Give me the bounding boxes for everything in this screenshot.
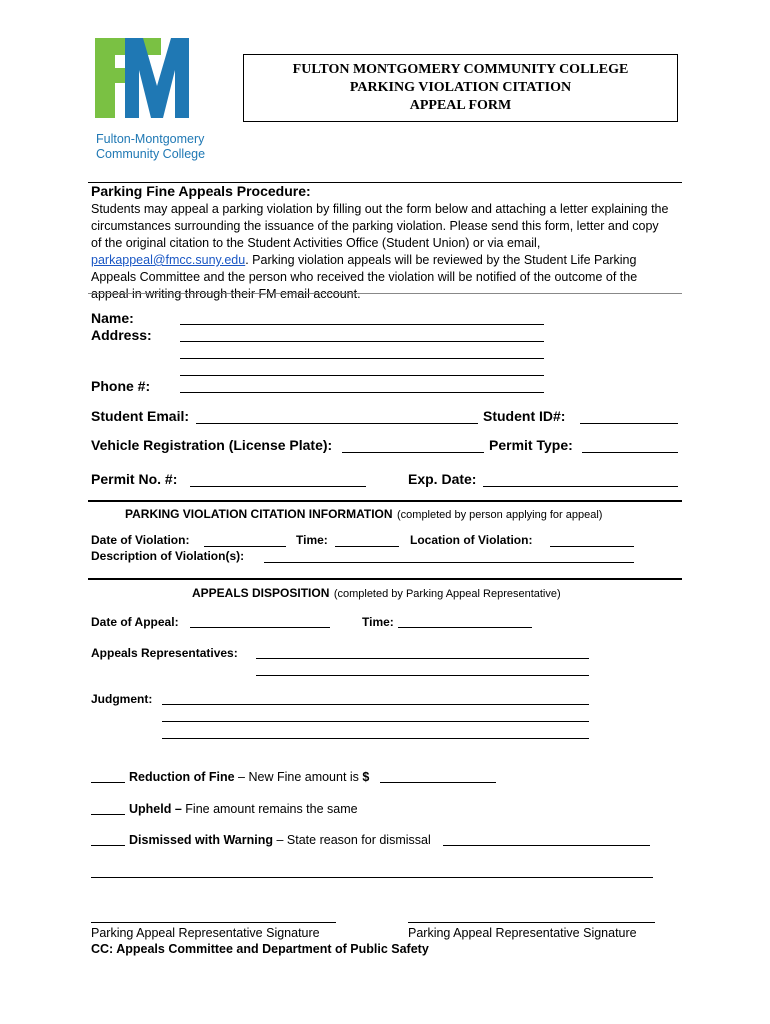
violation-time-field[interactable] [335, 546, 399, 547]
violation-location-label: Location of Violation: [410, 533, 533, 547]
violation-location-field[interactable] [550, 546, 634, 547]
judgment-field-3[interactable] [162, 738, 589, 739]
judgment-field-2[interactable] [162, 721, 589, 722]
phone-field[interactable] [180, 392, 544, 393]
procedure-body [91, 201, 683, 303]
logo-caption [96, 132, 205, 162]
signature-label-1: Parking Appeal Representative Signature [91, 926, 320, 940]
exp-date-field[interactable] [483, 486, 678, 487]
address-label: Address: [91, 327, 152, 343]
new-fine-amount-field[interactable] [380, 782, 496, 783]
address-field-1[interactable] [180, 341, 544, 342]
citation-note: (completed by person applying for appeal) [397, 509, 603, 521]
dismissed-row [129, 833, 431, 847]
disposition-heading: APPEALS DISPOSITION [192, 586, 330, 600]
appeal-date-field[interactable] [190, 627, 330, 628]
procedure-line2: circumstances surrounding the issuance of the parking violation. Please send this form, letter and copy [91, 219, 659, 233]
student-id-field[interactable] [580, 423, 678, 424]
procedure-line6: appeal in writing through their FM email account. [91, 287, 361, 301]
judgment-field-1[interactable] [162, 704, 589, 705]
appeal-reps-label: Appeals Representatives: [91, 646, 238, 660]
title-line2: PARKING VIOLATION CITATION [349, 80, 572, 95]
address-field-3[interactable] [180, 375, 544, 376]
title-box [243, 54, 678, 122]
disposition-note: (completed by Parking Appeal Representative) [333, 588, 561, 600]
dismissed-checkbox[interactable] [91, 845, 125, 846]
dismissed-label: Dismissed with Warning [129, 833, 274, 847]
dollar-sign: $ [362, 770, 370, 784]
permit-number-field[interactable] [190, 486, 366, 487]
dismissal-reason-field-1[interactable] [443, 845, 650, 846]
permit-type-field[interactable] [582, 452, 678, 453]
title-line1: FULTON MONTGOMERY COMMUNITY COLLEGE [292, 62, 629, 77]
procedure-heading: Parking Fine Appeals Procedure: [91, 183, 311, 199]
judgment-label: Judgment: [91, 692, 153, 706]
signature-line-1[interactable] [91, 922, 336, 923]
dismissed-text: – State reason for dismissal [276, 833, 431, 847]
appeal-reps-field-1[interactable] [256, 658, 589, 659]
appeal-time-field[interactable] [398, 627, 532, 628]
logo-letters: FM [142, 98, 144, 99]
vehicle-registration-field[interactable] [342, 452, 484, 453]
procedure-line5: Appeals Committee and the person who received the violation will be notified of the outcome of the [91, 270, 638, 284]
citation-heading: PARKING VIOLATION CITATION INFORMATION [125, 507, 393, 521]
violation-date-field[interactable] [204, 546, 286, 547]
citation-heading-row [125, 505, 602, 523]
student-email-field[interactable] [196, 423, 478, 424]
cc-line: CC: Appeals Committee and Department of Public Safety [91, 942, 429, 956]
procedure-line1: Students may appeal a parking violation by filling out the form below and attaching a letter explaining the [91, 202, 669, 216]
permit-number-label: Permit No. #: [91, 471, 178, 487]
upheld-checkbox[interactable] [91, 814, 125, 815]
disposition-top-rule [88, 578, 682, 580]
signature-line-2[interactable] [408, 922, 655, 923]
appeal-date-label: Date of Appeal: [91, 615, 179, 629]
phone-label: Phone #: [91, 378, 151, 394]
name-label: Name: [91, 310, 134, 326]
reduction-text: – New Fine amount is [238, 770, 359, 784]
appeal-reps-field-2[interactable] [256, 675, 589, 676]
logo-caption-line2: Community College [96, 147, 206, 161]
signature-label-2: Parking Appeal Representative Signature [408, 926, 637, 940]
fm-logo [95, 38, 189, 120]
procedure-line3: of the original citation to the Student Activities Office (Student Union) or via email, [91, 236, 541, 250]
violation-time-label: Time: [296, 533, 328, 547]
student-email-label: Student Email: [91, 408, 190, 424]
violation-description-label: Description of Violation(s): [91, 549, 245, 563]
violation-date-label: Date of Violation: [91, 533, 190, 547]
violation-description-field[interactable] [264, 562, 634, 563]
reduction-row [129, 770, 369, 784]
disposition-heading-row [192, 584, 561, 602]
name-field[interactable] [180, 324, 544, 325]
logo-caption-line1: Fulton-Montgomery [96, 132, 205, 146]
citation-top-rule [88, 500, 682, 502]
upheld-row [129, 802, 358, 816]
reduction-checkbox[interactable] [91, 782, 125, 783]
dismissal-reason-field-2[interactable] [91, 877, 653, 878]
student-id-label: Student ID#: [483, 408, 566, 424]
appeal-time-label: Time: [362, 615, 394, 629]
upheld-text: Fine amount remains the same [185, 802, 358, 816]
permit-type-label: Permit Type: [489, 437, 573, 453]
procedure-bottom-rule [88, 293, 682, 294]
reduction-label: Reduction of Fine [129, 770, 235, 784]
title-line3: APPEAL FORM [409, 98, 512, 113]
address-field-2[interactable] [180, 358, 544, 359]
procedure-line4: . Parking violation appeals will be reviewed by the Student Life Parking [245, 253, 637, 267]
upheld-label: Upheld – [129, 802, 182, 816]
exp-date-label: Exp. Date: [408, 471, 477, 487]
appeal-email-link[interactable]: parkappeal@fmcc.suny.edu [91, 253, 246, 267]
vehicle-registration-label: Vehicle Registration (License Plate): [91, 437, 333, 453]
